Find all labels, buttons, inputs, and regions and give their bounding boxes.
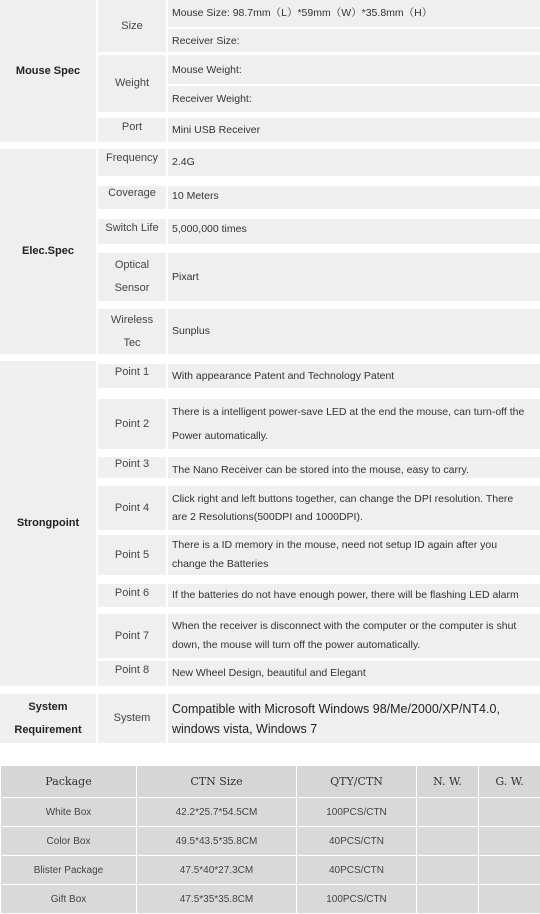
point-7-line-2: down, the mouse will turn off the power automatically. <box>172 636 516 655</box>
package-table-header-row <box>1 766 540 798</box>
cell-qty-ctn: 100PCS/CTN <box>297 885 417 914</box>
section-title-system-requirement <box>0 694 96 743</box>
point-1-line-1: With appearance Patent and Technology Patent <box>172 370 394 382</box>
header-package: Package <box>1 766 137 798</box>
point-8-text <box>168 661 540 686</box>
header-gross-weight: G. W. <box>479 766 540 798</box>
table-row <box>1 885 540 914</box>
coverage-value: 10 Meters <box>168 186 540 209</box>
cell-qty-ctn: 100PCS/CTN <box>297 798 417 827</box>
point-6-label: Point 6 <box>98 584 166 607</box>
header-ctn-size: CTN Size <box>137 766 297 798</box>
cell-ctn-size: 47.5*35*35.8CM <box>137 885 297 914</box>
cell-package: White Box <box>1 798 137 827</box>
cell-package: Gift Box <box>1 885 137 914</box>
table-row <box>1 827 540 856</box>
optical-sensor-label-line-2: Sensor <box>115 277 150 300</box>
cell-gross-weight <box>479 885 540 914</box>
strongpoint-section <box>0 361 540 686</box>
point-8-line-1: New Wheel Design, beautiful and Elegant <box>172 667 366 679</box>
cell-qty-ctn: 40PCS/CTN <box>297 827 417 856</box>
weight-label: Weight <box>98 55 166 112</box>
point-2-line-2: Power automatically. <box>172 424 524 448</box>
frequency-value: 2.4G <box>168 149 540 176</box>
point-4-label: Point 4 <box>98 486 166 530</box>
optical-sensor-value: Pixart <box>168 253 540 301</box>
point-2-label: Point 2 <box>98 399 166 449</box>
point-8-label: Point 8 <box>98 661 166 686</box>
cell-net-weight <box>417 885 479 914</box>
table-row <box>1 856 540 885</box>
cell-gross-weight <box>479 798 540 827</box>
package-table <box>0 765 540 914</box>
size-label: Size <box>98 0 166 52</box>
point-5-label: Point 5 <box>98 535 166 575</box>
point-7-text <box>168 614 540 658</box>
receiver-weight-value: Receiver Weight: <box>168 86 540 112</box>
section-title-strongpoint: Strongpoint <box>0 361 96 686</box>
coverage-label: Coverage <box>98 186 166 209</box>
mouse-size-value: Mouse Size: 98.7mm（L）*59mm（W）*35.8mm（H） <box>168 0 540 27</box>
mouse-spec-section <box>0 0 540 142</box>
mouse-weight-value: Mouse Weight: <box>168 55 540 84</box>
wireless-tec-label-line-1: Wireless <box>111 309 153 332</box>
switch-life-value: 5,000,000 times <box>168 219 540 244</box>
wireless-tec-label-line-2: Tec <box>123 332 140 355</box>
cell-gross-weight <box>479 827 540 856</box>
header-net-weight: N. W. <box>417 766 479 798</box>
header-qty-ctn: QTY/CTN <box>297 766 417 798</box>
point-2-text <box>168 399 540 449</box>
system-value-line-2: windows vista, Windows 7 <box>172 719 500 739</box>
point-6-line-1: If the batteries do not have enough power, there will be flashing LED alarm <box>172 589 519 601</box>
point-5-text <box>168 535 540 575</box>
point-3-label: Point 3 <box>98 457 166 478</box>
system-label: System <box>98 694 166 743</box>
system-requirement-line-1: System <box>28 696 67 719</box>
cell-ctn-size: 42.2*25.7*54.5CM <box>137 798 297 827</box>
point-4-line-2: are 2 Resolutions(500DPI and 1000DPI). <box>172 508 513 526</box>
point-7-line-1: When the receiver is disconnect with the computer or the computer is shut <box>172 617 516 636</box>
cell-net-weight <box>417 827 479 856</box>
cell-gross-weight <box>479 856 540 885</box>
point-5-line-2: change the Batteries <box>172 555 497 574</box>
point-2-line-1: There is a intelligent power-save LED at the end the mouse, can turn-off the <box>172 400 524 424</box>
cell-qty-ctn: 40PCS/CTN <box>297 856 417 885</box>
frequency-label: Frequency <box>98 149 166 176</box>
wireless-tec-value: Sunplus <box>168 309 540 354</box>
point-5-line-1: There is a ID memory in the mouse, need not setup ID again after you <box>172 536 497 555</box>
switch-life-label: Switch Life <box>98 219 166 244</box>
point-3-text <box>168 457 540 478</box>
optical-sensor-label-line-1: Optical <box>115 254 149 277</box>
cell-package: Blister Package <box>1 856 137 885</box>
system-value <box>168 694 540 743</box>
system-value-line-1: Compatible with Microsoft Windows 98/Me/2000/XP/NT4.0, <box>172 699 500 719</box>
optical-sensor-label <box>98 253 166 301</box>
point-4-text <box>168 486 540 530</box>
system-requirement-line-2: Requirement <box>14 719 81 742</box>
cell-package: Color Box <box>1 827 137 856</box>
point-1-text <box>168 364 540 388</box>
point-1-label: Point 1 <box>98 364 166 388</box>
point-3-line-1: The Nano Receiver can be stored into the mouse, easy to carry. <box>172 464 469 476</box>
cell-ctn-size: 49.5*43.5*35.8CM <box>137 827 297 856</box>
port-label: Port <box>98 118 166 142</box>
cell-net-weight <box>417 798 479 827</box>
section-title-elec-spec: Elec.Spec <box>0 149 96 354</box>
port-value: Mini USB Receiver <box>168 118 540 142</box>
point-6-text <box>168 584 540 607</box>
table-row <box>1 798 540 827</box>
system-requirement-section <box>0 694 540 743</box>
cell-net-weight <box>417 856 479 885</box>
point-4-line-1: Click right and left buttons together, can change the DPI resolution. There <box>172 490 513 508</box>
section-title-mouse-spec: Mouse Spec <box>0 0 96 142</box>
elec-spec-section <box>0 149 540 354</box>
point-7-label: Point 7 <box>98 614 166 658</box>
receiver-size-value: Receiver Size: <box>168 29 540 52</box>
cell-ctn-size: 47.5*40*27.3CM <box>137 856 297 885</box>
wireless-tec-label <box>98 309 166 354</box>
